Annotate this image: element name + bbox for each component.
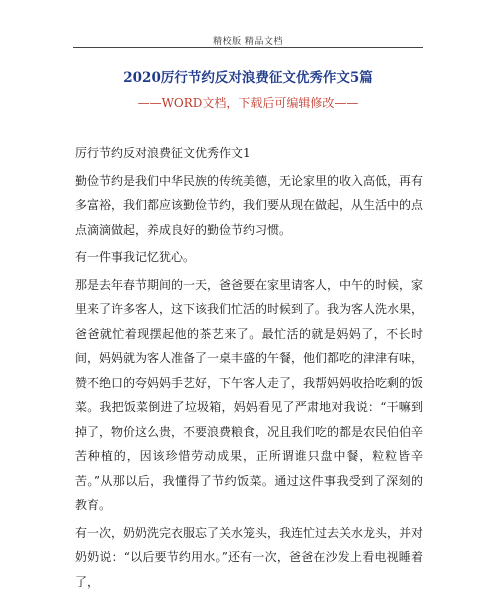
header-divider [73,47,423,48]
paragraph: 有一件事我记忆犹心。 [75,250,196,264]
paragraph: 有一次，奶奶洗完衣服忘了关水笼头，我连忙过去关水龙头，并对奶奶说：“以后要节约用水。”还有一次，爸爸在沙发上看电视睡着了， [75,525,424,589]
document-title: 2020厉行节约反对浪费征文优秀作文5篇 [123,70,373,86]
paragraph: 那是去年春节期间的一天，爸爸要在家里请客人，中午的时候，家里来了许多客人，这下该我们忙活的时候到了。我为客人洗水果，爸爸就忙着现摆起他的茶艺来了。最忙活的就是妈妈了，不长时间，妈妈就为客人准备了一桌丰盛的午餐，他们都吃的津津有味，赞不绝口的夸妈妈手艺好，下午客人走了，我帮妈妈收拾吃剩的饭菜。我把饭菜倒进了垃圾箱，妈妈看见了严肃地对我说：“干嘛到掉了，物价这么贵，不要浪费粮食，况且我们吃的都是农民伯伯辛苦种植的，因该珍惜劳动成果，正所谓谁只盘中餐，粒粒皆辛苦。”从那以后，我懂得了节约饭菜。通过这件事我受到了深刻的教育。 [75,277,424,512]
page-header-label: 精校版 精品文档 [213,37,283,47]
document-body [75,141,423,597]
document-subtitle: ——WORD文档，下载后可编辑修改—— [137,96,359,110]
section-heading: 厉行节约反对浪费征文优秀作文1 [75,146,251,160]
paragraph: 勤俭节约是我们中华民族的传统美德，无论家里的收入高低，再有多富裕，我们都应该勤俭节约，我们要从现在做起，从生活中的点点滴滴做起，养成良好的勤俭节约习惯。 [75,173,424,237]
